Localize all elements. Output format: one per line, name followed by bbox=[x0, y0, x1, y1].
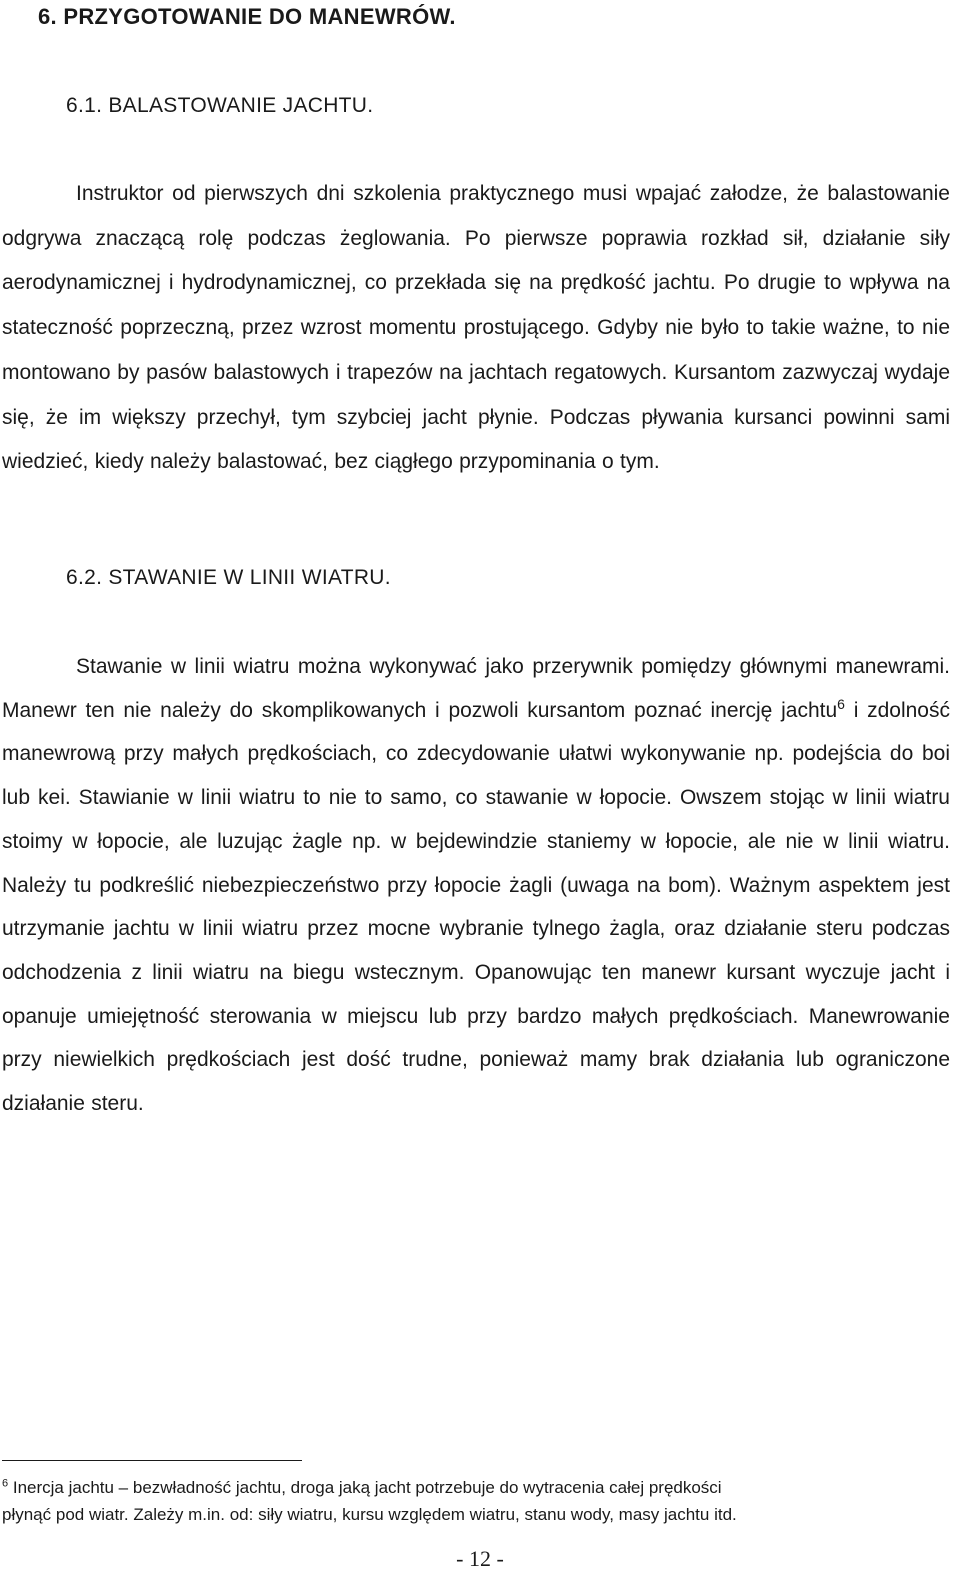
chapter-heading: 6. PRZYGOTOWANIE DO MANEWRÓW. bbox=[38, 4, 456, 29]
footnote-line-2: płynąć pod wiatr. Zależy m.in. od: siły wiatru, kursu względem wiatru, stanu wody, masy jachtu itd. bbox=[2, 1505, 737, 1524]
paragraph-head-to-wind bbox=[2, 645, 950, 1126]
footnote-reference[interactable]: 6 bbox=[837, 695, 845, 712]
footnote-line-1: Inercja jachtu – bezwładność jachtu, droga jaką jacht potrzebuje do wytracenia całej prędkości bbox=[8, 1478, 722, 1497]
paragraph-ballasting: Instruktor od pierwszych dni szkolenia praktycznego musi wpajać załodze, że balastowanie odgrywa znaczącą rolę podczas żeglowania. Po pierwsze poprawia rozkład sił, działanie siły aerodynamicznej i hydrodynamicznej, co przekłada się na prędkość jachtu. Po drugie to wpływa na stateczność poprzeczną, przez wzrost momentu prostującego. Gdyby nie było to takie ważne, to nie montowano by pasów balastowych i trapezów na jachtach regatowych. Kursantom zazwyczaj wydaje się, że im większy przechył, tym szybciej jacht płynie. Podczas pływania kursanci powinni sami wiedzieć, kiedy należy balastować, bez ciągłego przypominania o tym. bbox=[2, 182, 950, 474]
paragraph-text-after-ref: i zdolność manewrową przy małych prędkościach, co zdecydowanie ułatwi wykonywanie np. podejścia do boi lub kei. Stawianie w linii wiatru to nie to samo, co stawanie w łopocie. Owszem stojąc w linii wiatru stoimy w łopocie, ale luzując żagle np. w bejdewindzie staniemy w łopocie, ale nie w linii wiatru. Należy tu podkreślić niebezpieczeństwo przy łopocie żagli (uwaga na bom). Ważnym aspektem jest utrzymanie jachtu w linii wiatru przez mocne wybranie tylnego żagla, oraz działanie steru podczas odchodzenia z linii wiatru na biegu wstecznym. Opanowując ten manewr kursant wyczuje jacht i opanuje umiejętność sterowania w miejscu lub przy bardzo małych prędkościach. Manewrowanie przy niewielkich prędkościach jest dość trudne, ponieważ mamy brak działania lub ograniczone działanie steru. bbox=[2, 698, 950, 1116]
section-heading-head-to-wind: 6.2. STAWANIE W LINII WIATRU. bbox=[66, 566, 391, 589]
footnote-number: 6 bbox=[2, 1477, 9, 1490]
section-heading-ballasting: 6.1. BALASTOWANIE JACHTU. bbox=[66, 94, 374, 117]
footnote-separator bbox=[2, 1460, 302, 1461]
footnote bbox=[2, 1474, 952, 1528]
paragraph-text-before-ref: Stawanie w linii wiatru można wykonywać jako przerywnik pomiędzy głównymi manewrami. Manewr ten nie należy do skomplikowanych i pozwoli kursantom poznać inercję jachtu bbox=[2, 655, 950, 722]
page-number: - 12 - bbox=[456, 1546, 504, 1571]
